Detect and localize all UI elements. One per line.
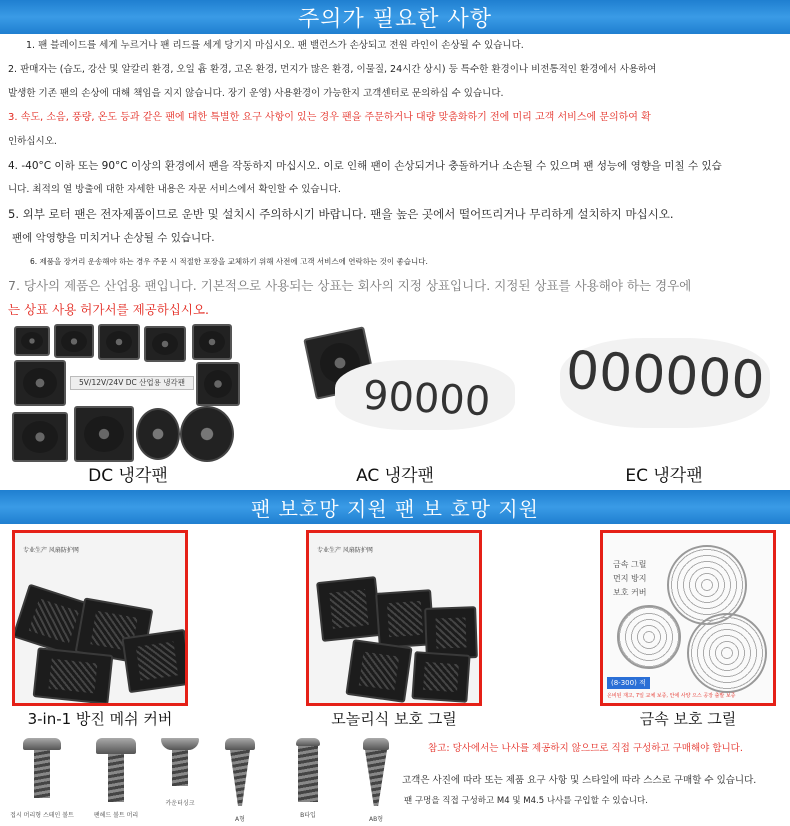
fan-image — [12, 412, 68, 462]
mesh-cover-image — [12, 530, 188, 706]
metal-label: 보호 커버 — [613, 588, 647, 597]
dc-fan-caption: DC 냉각팬 — [88, 466, 168, 486]
metal-label: 먼지 방지 — [613, 574, 647, 583]
screw-head-icon — [96, 738, 136, 754]
guard-plate — [316, 576, 382, 642]
dc-fan-label: 5V/12V/24V DC 산업용 냉각팬 — [70, 376, 194, 390]
metal-grill-caption: 금속 보호 그릴 — [639, 710, 737, 728]
screw-head-icon — [363, 738, 389, 750]
monolithic-grill-image — [306, 530, 482, 706]
screw-note: 팬 구멍을 직접 구성하고 M4 및 M4.5 나사를 구입할 수 있습니다. — [404, 796, 648, 806]
note-line: 3. 속도, 소음, 풍량, 온도 등과 같은 팬에 대한 특별한 요구 사항이 있는 경우 팬을 주문하거나 대량 맞춤화하기 전에 미리 고객 서비스에 문의하여 확 — [8, 112, 651, 123]
screw-caption: 접시 머리형 스테인 볼트 — [10, 812, 74, 819]
note-line: 5. 외부 로터 팬은 전자제품이므로 운반 및 설치시 주의하시기 바랍니다. 팬을 높은 곳에서 떨어뜨리거나 무리하게 설치하지 마십시오. — [8, 207, 674, 221]
ac-fan-panel — [275, 320, 515, 490]
screw-caption: 카운터싱크 — [165, 800, 195, 807]
guard-banner — [0, 490, 790, 524]
screw-caption: AB형 — [368, 816, 384, 823]
screw-image — [10, 738, 74, 819]
screw-shank-icon — [298, 746, 318, 802]
metal-label: 금속 그릴 — [613, 560, 647, 569]
metal-ring — [617, 605, 681, 669]
monolithic-grill-caption: 모놀리식 보호 그릴 — [331, 710, 457, 728]
screw-caption: 팬헤드 볼트 머리 — [93, 812, 139, 819]
guard-plate — [411, 651, 470, 703]
guard-section-title: 팬 보호망 지원 팬 보 호망 지원 — [251, 496, 539, 521]
ec-serial-number: 000000 — [564, 340, 766, 412]
guard-plate — [345, 639, 412, 703]
header-banner — [0, 0, 790, 34]
fan-image — [192, 324, 232, 360]
screw-note-warning: 참고: 당사에서는 나사를 제공하지 않으므로 직접 구성하고 구매해야 합니다. — [428, 743, 743, 754]
note-line: 인하십시오. — [8, 136, 57, 147]
screw-head-icon — [296, 738, 320, 746]
fan-image — [196, 362, 240, 406]
fan-types — [0, 320, 790, 490]
screw-head-icon — [161, 738, 199, 750]
guard-plate — [33, 647, 114, 705]
screw-image — [278, 738, 338, 819]
fan-image — [180, 406, 234, 462]
screw-image — [210, 738, 270, 823]
note-line: 는 상표 사용 허가서를 제공하십시오. — [8, 302, 209, 317]
screw-head-icon — [23, 738, 61, 750]
screw-types — [0, 734, 790, 826]
guard-plate — [121, 629, 188, 693]
page-title: 주의가 필요한 사항 — [297, 6, 492, 32]
note-line: 4. -40°C 이하 또는 90°C 이상의 환경에서 팬을 작동하지 마십시오. 이로 인해 팬이 손상되거나 충돌하거나 소손될 수 있으며 팬 성능에 영향을 미칠 수 있습 — [8, 160, 722, 172]
mesh-cover-caption: 3-in-1 방진 메쉬 커버 — [27, 710, 173, 728]
ec-fan-caption: EC 냉각팬 — [625, 466, 703, 486]
fan-guards — [0, 524, 790, 732]
screw-shank-icon — [172, 750, 188, 786]
screw-head-icon — [225, 738, 255, 750]
caution-notes — [8, 34, 784, 322]
fan-image — [144, 326, 186, 362]
ac-serial-number: 90000 — [361, 372, 492, 426]
fan-image — [98, 324, 140, 360]
note-line: 팬에 악영향을 미치거나 손상될 수 있습니다. — [12, 232, 215, 244]
note-line: 니다. 최적의 열 방출에 대한 자세한 내용은 자문 서비스에서 확인할 수 있습니다. — [8, 184, 341, 195]
screw-image — [86, 738, 146, 819]
ac-fan-caption: AC 냉각팬 — [356, 466, 434, 486]
dc-fan-panel — [8, 320, 248, 490]
ec-fan-panel — [540, 320, 788, 490]
screw-image — [150, 738, 210, 807]
screw-shank-icon — [34, 750, 50, 798]
note-line: 발생한 기존 팬의 손상에 대해 책임을 지지 않습니다. 장기 운영) 사용환경이 가능한지 고객센터로 문의하십 수 있습니다. — [8, 88, 504, 99]
screw-caption: A형 — [235, 816, 245, 823]
fan-image — [14, 326, 50, 356]
metal-ring — [687, 613, 767, 693]
fan-image — [54, 324, 94, 358]
fan-image — [136, 408, 180, 460]
screw-shank-icon — [230, 750, 250, 806]
screw-note: 고객은 사진에 따라 또는 제품 요구 사항 및 스타일에 따라 스스로 구매할 수 있습니다. — [402, 775, 757, 786]
note-line: 2. 판매자는 (습도, 강산 및 알칼리 환경, 오일 흄 환경, 고온 환경, 먼지가 많은 환경, 이물질, 24시간 상시) 등 특수한 환경이나 비전통적인 환경에서 사용하여 — [8, 64, 657, 75]
count-badge: (8-300) 적 — [607, 677, 650, 689]
brand-badge: 专业生产 风扇防护网 — [23, 547, 79, 554]
note-line: 7. 당사의 제품은 산업용 팬입니다. 기본적으로 사용되는 상표는 회사의 지정 상표입니다. 지정된 상표를 사용해야 하는 경우에 — [8, 278, 692, 293]
screw-shank-icon — [365, 750, 387, 806]
note-line: 1. 팬 블레이드를 세게 누르거나 팬 리드를 세게 당기지 마십시오. 팬 밸런스가 손상되고 전원 라인이 손상될 수 있습니다. — [26, 40, 524, 51]
screw-image — [346, 738, 406, 823]
brand-badge: 专业生产 风扇防护网 — [317, 547, 373, 554]
screw-caption: B타입 — [300, 812, 316, 819]
note-line: 6. 제품을 장거리 운송해야 하는 경우 주문 시 적절한 포장을 교체하기 위해 사전에 고객 서비스에 연락하는 것이 좋습니다. — [30, 257, 428, 266]
metal-grill-image — [600, 530, 776, 706]
screw-shank-icon — [108, 754, 124, 802]
fan-image — [14, 360, 66, 406]
guard-footnote: 온비된 재고, 7일 교체 보증, 안에 사양 으스 공장 출발 보증 — [607, 693, 736, 699]
fan-image — [74, 406, 134, 462]
